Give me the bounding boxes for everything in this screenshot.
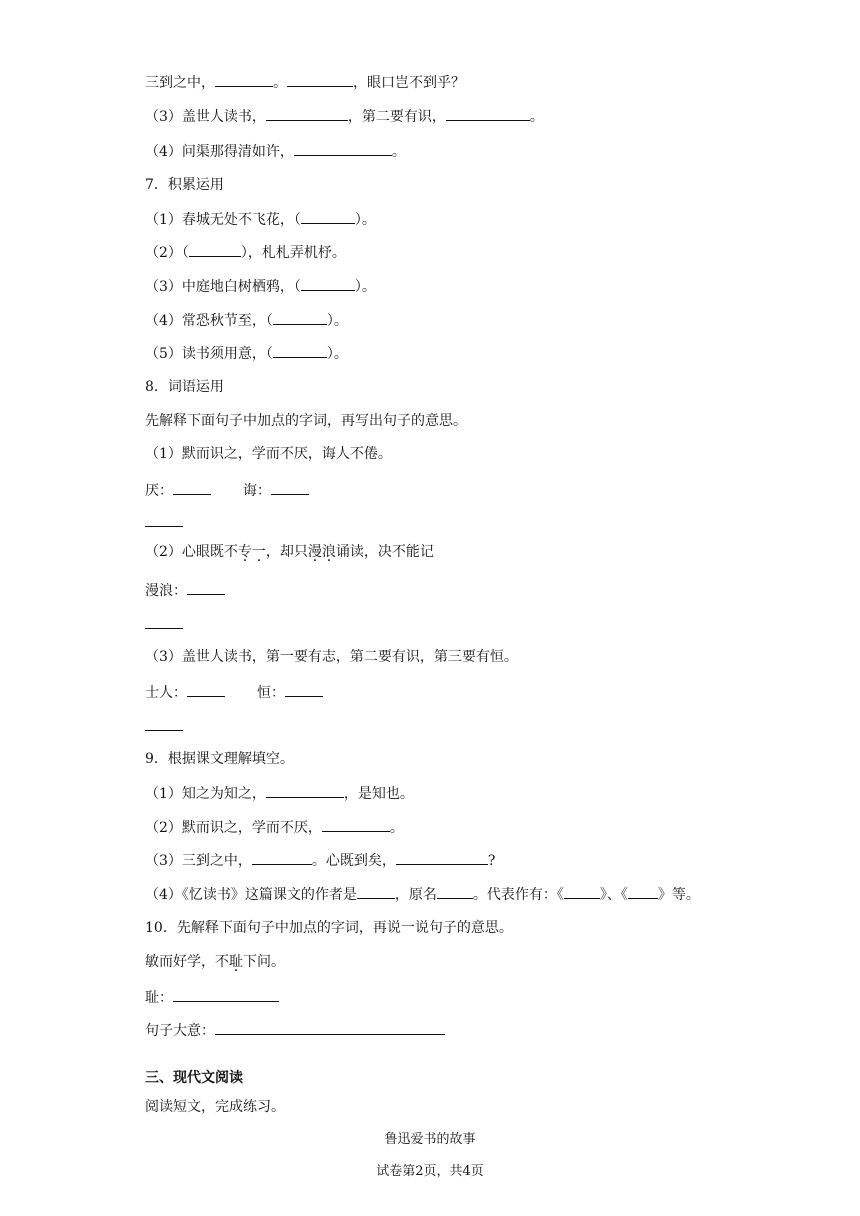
q6-line-1-text-a: 三到之中， bbox=[145, 75, 215, 91]
answer-blank bbox=[145, 512, 183, 527]
q8-sentence-1: （1）默而识之，学而不厌，诲人不倦。 bbox=[145, 446, 392, 462]
answer-blank bbox=[215, 1020, 445, 1035]
q10-text-b: 下问。 bbox=[243, 954, 285, 970]
answer-blank bbox=[266, 783, 344, 798]
q9-item-1 bbox=[145, 783, 414, 804]
answer-blank bbox=[301, 209, 355, 224]
q9-item-4-text-a: （4）《忆读书》这篇课文的作者是 bbox=[145, 887, 357, 903]
q7-item-3-text-b: ）。 bbox=[354, 279, 376, 295]
answer-blank bbox=[285, 682, 323, 697]
q9-item-3-text-c: ? bbox=[487, 853, 496, 869]
answer-blank bbox=[628, 884, 658, 899]
q8-instruction: 先解释下面句子中加点的字词，再写出句子的意思。 bbox=[145, 413, 467, 429]
q7-item-2-text-b: ），札札弄机杼。 bbox=[240, 245, 346, 261]
q6-item-4-text-a: （4）问渠那得清如许， bbox=[145, 144, 294, 160]
answer-blank bbox=[187, 682, 225, 697]
q6-line-1 bbox=[145, 72, 465, 93]
q9-item-2-text-a: （2）默而识之，学而不厌， bbox=[145, 820, 322, 836]
q9-item-4-text-c: 。代表作有：《 bbox=[472, 887, 564, 903]
answer-blank bbox=[173, 987, 279, 1002]
answer-blank bbox=[187, 580, 225, 595]
answer-blank bbox=[145, 716, 183, 731]
q8-s1-meaning bbox=[145, 512, 183, 533]
q7-item-1-text-b: ）。 bbox=[354, 212, 376, 228]
article-title: 鲁迅爱书的故事 bbox=[384, 1132, 476, 1147]
q7-item-4-text-b: ）。 bbox=[326, 313, 348, 329]
q6-item-3-text-c: 。 bbox=[529, 109, 544, 125]
q10-sentence bbox=[145, 952, 285, 972]
q6-item-3 bbox=[145, 106, 544, 127]
answer-blank bbox=[215, 72, 273, 87]
section-3-instruction: 阅读短文，完成练习。 bbox=[145, 1099, 285, 1115]
dotted-char: 一 bbox=[251, 544, 266, 560]
q9-item-4-text-d: 》、《 bbox=[599, 887, 628, 903]
q8-s2-text-c: 诵读，决不能记 bbox=[335, 544, 434, 560]
answer-blank bbox=[396, 850, 488, 865]
word-label: 漫浪： bbox=[145, 583, 187, 599]
q9-item-1-text-b: ，是知也。 bbox=[343, 786, 414, 802]
q8-s2-words bbox=[145, 580, 225, 601]
q8-s2-meaning bbox=[145, 614, 183, 635]
q7-item-2-text-a: （2）（ bbox=[145, 245, 189, 261]
answer-blank bbox=[271, 480, 309, 495]
q7-item-5-text-a: （5）读书须用意，（ bbox=[145, 346, 273, 362]
section-3-title: 三、现代文阅读 bbox=[145, 1070, 243, 1086]
answer-blank bbox=[437, 884, 473, 899]
q7-item-5 bbox=[145, 343, 348, 364]
answer-blank bbox=[273, 343, 327, 358]
answer-blank bbox=[322, 817, 390, 832]
q7-item-1 bbox=[145, 209, 376, 230]
q9-item-2-text-b: 。 bbox=[389, 820, 404, 836]
q10-word bbox=[145, 987, 279, 1008]
word-label: 恒： bbox=[257, 685, 285, 701]
word-label: 厌： bbox=[145, 483, 173, 499]
dotted-char: 耻 bbox=[229, 954, 243, 970]
q8-sentence-2 bbox=[145, 542, 434, 562]
q9-item-4 bbox=[145, 884, 700, 905]
q9-item-4-text-b: ，原名 bbox=[394, 887, 437, 903]
answer-blank bbox=[252, 850, 312, 865]
word-label: 耻： bbox=[145, 990, 173, 1006]
q10-text-a: 敏而好学，不 bbox=[145, 954, 229, 970]
word-label: 句子大意： bbox=[145, 1023, 215, 1039]
q9-item-3-text-b: 。心既到矣， bbox=[311, 853, 396, 869]
answer-blank bbox=[173, 480, 211, 495]
q6-line-1-text-c: ，眼口岂不到乎？ bbox=[353, 75, 465, 91]
q7-item-1-text-a: （1）春城无处不飞花，（ bbox=[145, 212, 301, 228]
q8-title: 8．词语运用 bbox=[145, 379, 224, 395]
q7-item-2 bbox=[145, 242, 346, 263]
answer-blank bbox=[145, 614, 183, 629]
q6-item-3-text-b: ，第二要有识， bbox=[347, 109, 446, 125]
q9-item-3-text-a: （3）三到之中， bbox=[145, 853, 252, 869]
q9-item-2 bbox=[145, 817, 404, 838]
answer-blank bbox=[287, 72, 353, 87]
answer-blank bbox=[266, 106, 348, 121]
answer-blank bbox=[294, 141, 392, 156]
word-label: 诲： bbox=[243, 483, 271, 499]
answer-blank bbox=[357, 884, 395, 899]
answer-blank bbox=[301, 276, 355, 291]
answer-blank bbox=[446, 106, 530, 121]
q9-item-4-text-e: 》等。 bbox=[657, 887, 700, 903]
dotted-char: 专 bbox=[237, 544, 252, 560]
q9-title: 9．根据课文理解填空。 bbox=[145, 751, 294, 767]
word-label: 士人： bbox=[145, 685, 187, 701]
q6-item-4-text-b: 。 bbox=[391, 144, 406, 160]
q7-item-3-text-a: （3）中庭地白树栖鸦，（ bbox=[145, 279, 301, 295]
answer-blank bbox=[273, 310, 327, 325]
dotted-char: 浪 bbox=[321, 544, 336, 560]
q8-s2-text-a: （2）心眼既不 bbox=[145, 544, 238, 560]
q8-s2-text-b: ，却只 bbox=[265, 544, 308, 560]
q8-s3-words bbox=[145, 682, 323, 703]
q9-item-3 bbox=[145, 850, 495, 871]
answer-blank bbox=[189, 242, 241, 257]
q7-item-5-text-b: ）。 bbox=[326, 346, 348, 362]
answer-blank bbox=[564, 884, 600, 899]
q6-item-3-text-a: （3）盖世人读书， bbox=[145, 109, 266, 125]
q8-s1-words bbox=[145, 480, 309, 501]
q7-item-4-text-a: （4）常恐秋节至，（ bbox=[145, 313, 273, 329]
q8-s3-meaning bbox=[145, 716, 183, 737]
q10-title: 10．先解释下面句子中加点的字词，再说一说句子的意思。 bbox=[145, 920, 513, 936]
q8-sentence-3: （3）盖世人读书，第一要有志，第二要有识，第三要有恒。 bbox=[145, 649, 518, 665]
q7-item-3 bbox=[145, 276, 376, 297]
q9-item-1-text-a: （1）知之为知之， bbox=[145, 786, 266, 802]
q7-title: 7．积累运用 bbox=[145, 177, 224, 193]
q10-meaning bbox=[145, 1020, 445, 1041]
q7-item-4 bbox=[145, 310, 348, 331]
page-footer: 试卷第2页，共4页 bbox=[376, 1164, 484, 1179]
q6-item-4 bbox=[145, 141, 406, 162]
q6-line-1-text-b: 。 bbox=[273, 75, 287, 91]
dotted-char: 漫 bbox=[307, 544, 322, 560]
